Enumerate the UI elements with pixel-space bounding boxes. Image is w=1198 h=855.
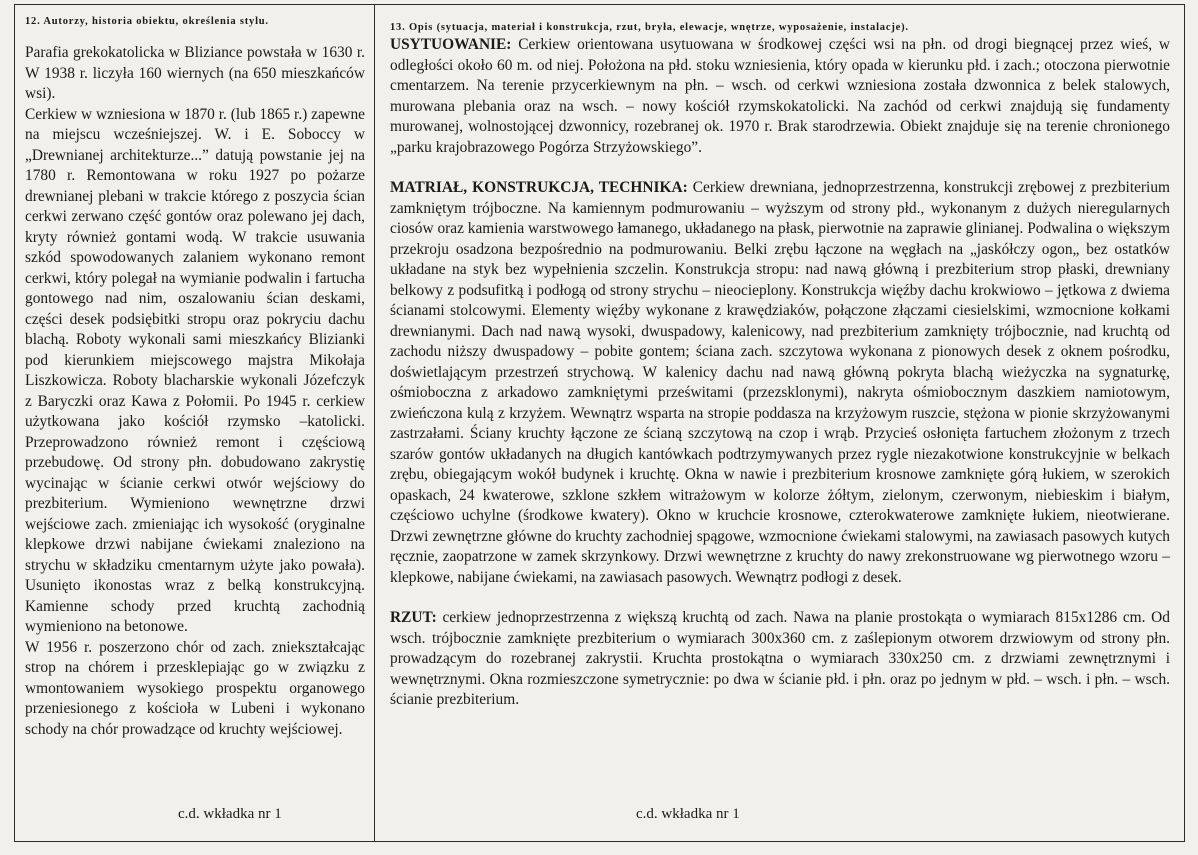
plan-section — [390, 608, 1170, 711]
right-continuation-note: c.d. wkładka nr 1 — [636, 806, 740, 822]
column-divider — [374, 4, 375, 842]
left-column — [25, 8, 365, 740]
construction-heading: MATRIAŁ, KONSTRUKCJA, TECHNIKA: — [390, 179, 688, 196]
location-section — [390, 35, 1170, 158]
location-text: Cerkiew orientowana usytuowana w środkowej części wsi na płn. od drogi biegnącej przez wieś, w odległości około 60 m. od niej. Położona na płd. stoku wzniesienia, który opada w kierunku płd. i zach.; otoczona pierwotnie cmentarzem. Na terenie przycerkiewnym na płn. – wsch. od cerkwi wzniesiona została dzwonnica z belek stalowych, murowana plebania oraz na wsch. – nowy kościół rzymskokatolicki. Na zachód od cerkwi znajdują się fundamenty murowanej, wolnostojącej dzwonnicy, rozebranej ok. 1970 r. Brak starodrzewia. Obiekt znajduje się na terenie chronionego „parku krajobrazowego Pogórza Strzyżowskiego”. — [390, 36, 1170, 156]
construction-section — [390, 178, 1170, 588]
section-12-header: 12. Autorzy, historia obiektu, określenia stylu. — [25, 16, 269, 27]
history-paragraph-1: Parafia grekokatolicka w Bliziance powstała w 1630 r. W 1938 r. liczyła 160 wiernych (na 650 mieszkańców wsi). — [25, 44, 365, 102]
plan-text: cerkiew jednoprzestrzenna z większą kruchtą od zach. Nawa na planie prostokąta o wymiarach 815x1286 cm. Od wsch. trójbocznie zamknięte prezbiterium o wymiarach 300x360 cm. z zaślepionym otworem drzwiowym od strony płn. prowadzącym do rozebranej zakrystii. Kruchta prostokątna o wymiarach 330x250 cm. z drzwiami zewnętrznymi i wewnętrznymi. Okna rozmieszczone symetrycznie: po dwa w ścianie płd. i płn. oraz po jednym w płd. – wsch. i płn. – wsch. ścianie prezbiterium. — [390, 609, 1170, 708]
location-heading: USYTUOWANIE: — [390, 36, 512, 53]
section-13-header: 13. Opis (sytuacja, materiał i konstrukcja, rzut, bryła, elewacje, wnętrze, wyposażenie, instalacje). — [390, 22, 909, 33]
right-column — [390, 22, 1170, 711]
construction-text: Cerkiew drewniana, jednoprzestrzenna, konstrukcji zrębowej z prezbiterium zamkniętym trójboczne. Na kamiennym podmurowaniu – wyższym od strony płd., wykonanym z dużych nieregularnych ciosów oraz kamienia warstwowego łamanego, układanego na płask, pierwotnie na zaprawie glinianej. Podwalina o większym przekroju osadzona bezpośrednio na podmurowaniu. Belki zrębu łączone na węgłach na „jaskółczy ogon„ bez ostatków układane na styk bez wypełnienia szczelin. Konstrukcja stropu: nad nawą główną i prezbiterium strop płaski, drewniany belkowy z podsufitką i podłogą od strony strychu – nieocieplony. Konstrukcja więźby dachu krokwiowo – jętkowa z dwiema ścianami stolcowymi. Elementy więźby wykonane z krawędziaków, połączone złączami ciesielskimi, wzmocnione kołkami drewnianymi. Dach nad nawą wysoki, dwuspadowy, kalenicowy, nad prezbiterium zamknięty trójbocznie, nad kruchtą od zachodu niższy dwuspadowy – pobite gontem; ściana zach. szczytowa wykonana z pionowych desek z oknem pośrodku, doświetlającym przestrzeń strychową. W kalenicy dachu nad nawą główną pokryta blachą wieżyczka na sygnaturkę, ośmioboczna z arkadowo zamkniętymi prześwitami (przezsklonymi), nakryta ośmiobocznym daszkiem namiotowym, zwieńczona kulą z krzyżem. Wewnątrz wsparta na stropie poddasza na krzyżowym ruszcie, stężona w pionie skrzyżowanymi zastrzałami. Ściany kruchty łączone ze ścianą szczytową na czop i wrąb. Przycieś osłonięta fartuchem złożonym z trzech szarów gontów układanych na długich kantówkach podtrzymywanych przez rygle niezakotwione konstrukcyjnie w belkach zrębu, obiegającym wokół budynek i kruchtę. Okna w nawie i prezbiterium krosnowe zamknięte górą łukiem, w szerokich opaskach, 24 kwaterowe, szklone szkłem witrażowym w kolorze żółtym, zielonym, czerwonym, niebieskim i białym, częściowo uchylne (środkowe kwatery). Okno w kruchcie krosnowe, czterokwaterowe zamknięte łukiem, nieotwierane. Drzwi zewnętrzne główne do kruchty zachodniej spągowe, wzmocnione ćwiekami stalowymi, na zawiasach pasowych kutych ręcznie, zaopatrzone w zamek skrzynkowy. Drzwi wewnętrzne z kruchty do nawy zrekonstruowane wg pierwotnego wzoru – klepkowe, nabijane ćwiekami, na zawiasach pasowych. Wewnątrz podłogi z desek. — [390, 179, 1170, 586]
plan-heading: RZUT: — [390, 609, 437, 626]
history-paragraph-3: W 1956 r. poszerzono chór od zach. zniekształcając strop na chórem i przesklepiając go w związku z wmontowaniem wysokiego prospektu organowego przeniesionego z kościoła w Lubeni i wykonano schody na chór prowadzące od kruchty wejściowej. — [25, 638, 365, 738]
left-continuation-note: c.d. wkładka nr 1 — [178, 806, 282, 822]
history-paragraph-2: Cerkiew w wzniesiona w 1870 r. (lub 1865 r.) zapewne na miejscu wcześniejszej. W. i E. Soboccy w „Drewnianej architekturze...” datują powstanie jej na 1780 r. Remontowana w roku 1927 po pożarze drewnianej plebani w trakcie którego z poszycia ścian cerkwi zerwano część gontów oraz polewano jej dach, kryty również gontami wodą. W trakcie usuwania szkód spowodowanych zalaniem wykonano remont cerkwi, który polegał na wymianie podwalin i fartucha gontowego nad nim, oszalowaniu ścian deskami, części desek podsiębitki stropu oraz pokryciu dachu blachą. Roboty wykonali sami mieszkańcy Blizianki pod kierunkiem miejscowego majstra Mikołaja Liszkowicza. Roboty blacharskie wykonali Józefczyk z Baryczki oraz Kawa z Połomii. Po 1945 r. cerkiew użytkowana jako kościół rzymsko –katolicki. Przeprowadzono również remont i częściową przebudowę. Od strony płn. dobudowano zakrystię wycinając w ścianie cerkwi otwór wejściowy do prezbiterium. Wymieniono wewnętrzne drzwi wejściowe zach. zmieniając ich wysokość (oryginalne klepkowe drzwi nabijane ćwiekami znaleziono na strychu w składziku cmentarnym użyte jako powała). Usunięto ikonostas wraz z belką konstrukcyjną. Kamienne schody przed kruchtą zachodnią wymieniono na betonowe. — [25, 105, 365, 635]
